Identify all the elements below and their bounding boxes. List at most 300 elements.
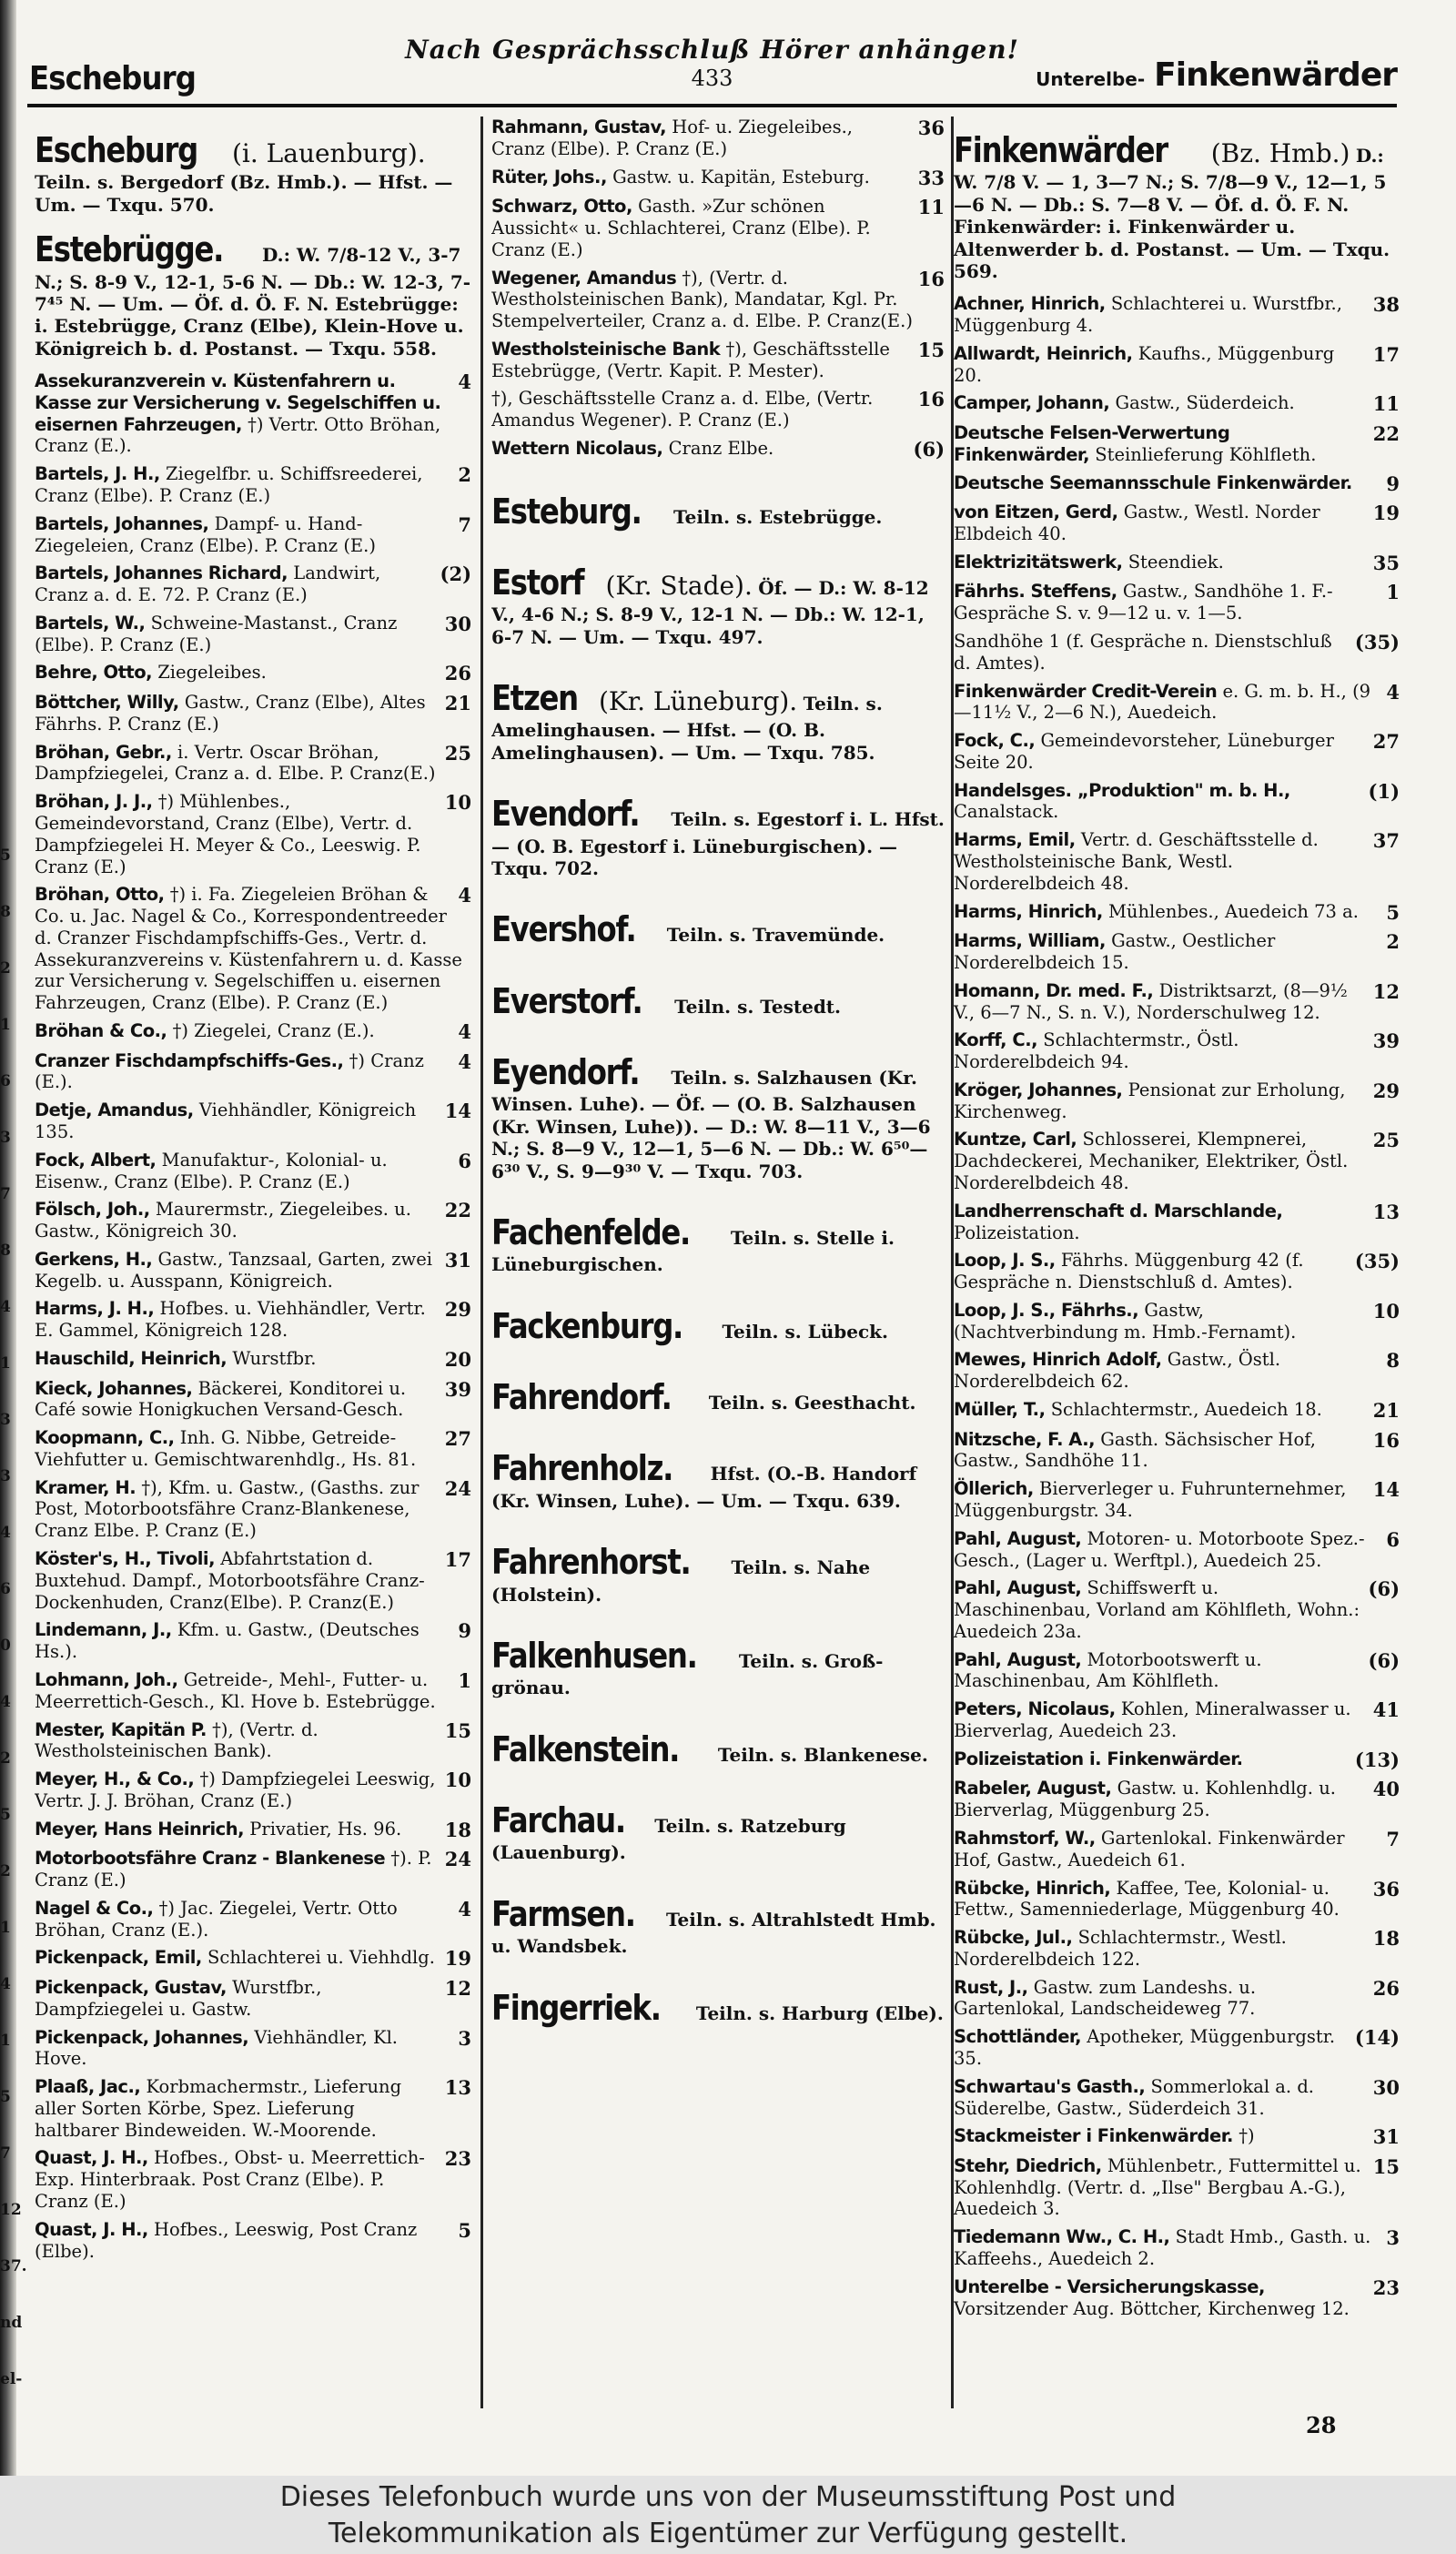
footer-line-2: Telekommunikation als Eigentümer zur Verfügung gestellt.	[328, 2518, 1128, 2549]
phone-number: 27	[1372, 730, 1400, 754]
phone-number: 2	[458, 463, 471, 487]
subscriber-name: Bartels, W.,	[35, 612, 146, 633]
subscriber-name: Schottländer,	[954, 2026, 1082, 2048]
entry-details: †) Vertr. Otto Bröhan, Cranz (E.).	[35, 413, 441, 457]
directory-entry	[35, 1298, 471, 1342]
phone-number: 39	[1372, 1029, 1400, 1053]
edge-mark: 4	[0, 1298, 11, 1316]
subscriber-name: Lindemann, J.,	[35, 1619, 172, 1641]
place-heading	[491, 1211, 945, 1276]
directory-entry	[35, 1769, 471, 1812]
subscriber-name: Wettern Nicolaus,	[491, 437, 663, 459]
place-heading	[491, 562, 945, 648]
directory-entry	[35, 513, 471, 557]
entry-details: Schlachterei u. Wurstfbr., Müggenburg 4.	[954, 293, 1342, 337]
directory-entry	[35, 1819, 471, 1842]
edge-mark: 7	[0, 1185, 11, 1203]
directory-entry	[35, 463, 471, 507]
place-name: Farchau.	[491, 1800, 625, 1841]
phone-number: 25	[444, 741, 471, 765]
subscriber-name: Mewes, Hinrich Adolf,	[954, 1349, 1162, 1371]
place-heading	[491, 677, 945, 764]
entry-details: Gastw. u. Kohlenhdlg. u. Bierverlag, Müggenburg 25.	[954, 1778, 1336, 1821]
entry-details: Schlachtermstr., Östl. Norderelbdeich 94.	[954, 1029, 1239, 1073]
phone-number: 4	[1386, 680, 1400, 704]
subscriber-name: Fock, Albert,	[35, 1149, 157, 1171]
place-heading	[491, 793, 945, 879]
header-right-keyword	[1036, 56, 1397, 94]
subscriber-name: Unterelbe - Versicherungskasse,	[954, 2275, 1265, 2297]
subscriber-name: Pickenpack, Gustav,	[35, 1976, 227, 1998]
entry-details: Ziegeleibes.	[157, 662, 267, 684]
place-details: Hfst. (O.-B. Handorf (Kr. Winsen, Luhe). — Um. — Txqu. 639.	[491, 1463, 917, 1512]
header-left-keyword: Escheburg	[29, 60, 196, 97]
place-details: Teiln. s. Geesthacht.	[708, 1392, 916, 1414]
directory-entry	[491, 388, 945, 431]
place-details: Teiln. s. Lübeck.	[722, 1320, 888, 1343]
page-number: 28	[1306, 2412, 1337, 2438]
entry-details: Inh. G. Nibbe, Getreide-Viehfutter u. Gemischtwarenhdlg., Hs. 81.	[35, 1427, 417, 1470]
entry-details: Schlachterei u. Viehhdlg.	[207, 1947, 435, 1969]
phone-number: 24	[444, 1848, 471, 1871]
phone-number: 4	[458, 1049, 471, 1073]
phone-number: 15	[1372, 2154, 1400, 2178]
subscriber-name: Rübcke, Hinrich,	[954, 1877, 1111, 1899]
phone-number: 8	[1386, 1349, 1400, 1373]
phone-number: 35	[1372, 551, 1400, 574]
directory-entry	[954, 829, 1400, 894]
entry-details: Schlachtermstr., Westl. Norderelbdeich 122.	[954, 1927, 1287, 1970]
edge-mark: nd	[0, 2314, 23, 2332]
entry-details: Gastw., Tanzsaal, Garten, zwei Kegelb. u. Ausspann, Königreich.	[35, 1248, 433, 1292]
directory-entry	[35, 1249, 471, 1292]
directory-entry	[35, 1947, 471, 1971]
edge-mark: 2	[0, 1749, 11, 1768]
place-qualifier: (Kr. Lüneburg).	[598, 686, 798, 717]
entry-details: Distriktsarzt, (8—9½ V., 6—7 N., S. n. V.), Norderschulweg 12.	[954, 979, 1348, 1023]
directory-entry	[954, 1748, 1400, 1772]
footer-line-1: Dieses Telefonbuch wurde uns von der Museumsstiftung Post und	[279, 2481, 1177, 2513]
edge-mark: 1	[0, 2032, 11, 2050]
subscriber-name: Rust, J.,	[954, 1976, 1028, 1998]
edge-mark: 2	[0, 959, 11, 978]
place-name: Etzen	[491, 678, 578, 719]
entry-details: Sommerlokal a. d. Süderelbe, Gastw., Süderdeich 31.	[954, 2075, 1314, 2119]
directory-entry	[35, 1477, 471, 1542]
subscriber-name: Schwarz, Otto,	[491, 196, 632, 218]
edge-mark: 3	[0, 1467, 11, 1485]
phone-number: 22	[444, 1199, 471, 1222]
phone-number: 17	[444, 1548, 471, 1572]
edge-mark: 8	[0, 903, 11, 921]
directory-entry	[491, 117, 945, 160]
column-divider	[480, 117, 483, 2408]
directory-entry	[491, 268, 945, 332]
subscriber-name: von Eitzen, Gerd,	[954, 502, 1118, 523]
subscriber-name: Wegener, Amandus	[491, 267, 677, 289]
phone-number: 16	[1372, 1428, 1400, 1452]
phone-number: (2)	[440, 562, 471, 586]
subscriber-name: Landherrenschaft d. Marschlande,	[954, 1200, 1283, 1221]
subscriber-name: Bröhan & Co.,	[35, 1019, 167, 1041]
directory-entry	[35, 2076, 471, 2141]
place-details: Teiln. s. Amelinghausen. — Hfst. — (O. B. Amelinghausen). — Um. — Txqu. 785.	[491, 693, 883, 764]
entry-details: Cranz Elbe.	[668, 437, 774, 459]
phone-number: 10	[1372, 1299, 1400, 1323]
subscriber-name: Handelsges. „Produktion" m. b. H.,	[954, 779, 1290, 801]
place-details: Teiln. s. Testedt.	[674, 995, 842, 1018]
subscriber-name: Hauschild, Heinrich,	[35, 1347, 228, 1369]
phone-number: 12	[1372, 979, 1400, 1003]
edge-mark: 5	[0, 2088, 11, 2106]
entry-details: Mühlenbes., Auedeich 73 a.	[1107, 900, 1359, 922]
entry-details: Pensionat zur Erholung, Kirchenweg.	[954, 1079, 1346, 1122]
subscriber-name: Rabeler, August,	[954, 1778, 1112, 1799]
phone-number: 33	[917, 166, 945, 189]
subscriber-name: Quast, J. H.,	[35, 2218, 148, 2240]
phone-number: 4	[458, 1019, 471, 1043]
subscriber-name: Bröhan, J. J.,	[35, 791, 153, 813]
place-details: Teiln. s. Nahe (Holstein).	[491, 1556, 871, 1606]
column-1	[35, 117, 471, 2408]
place-details: Öf. — D.: W. 8-12 V., 4-6 N.; S. 8-9 V., 12-1 N. — Db.: W. 12-1, 6-7 N. — Um. — Txqu. 497.	[491, 576, 929, 648]
phone-number: 39	[444, 1377, 471, 1401]
phone-number: (14)	[1354, 2026, 1400, 2050]
directory-entry	[954, 2026, 1400, 2070]
entry-details: Dampf- u. Hand-Ziegeleien, Cranz (Elbe). P. Cranz (E.)	[35, 512, 376, 556]
subscriber-name: Kramer, H.	[35, 1476, 136, 1498]
directory-entry	[954, 1778, 1400, 1821]
phone-number: 1	[1386, 581, 1400, 604]
phone-number: 11	[1372, 392, 1400, 416]
entry-details: Viehhändler, Kl. Hove.	[35, 2026, 399, 2070]
subscriber-name: Harms, J. H.,	[35, 1298, 155, 1320]
entry-details: Mühlenbetr., Futtermittel u. Kohlenhdlg. (Vertr. d. „Ilse" Bergbau A.-G.), Auedeich 3.	[954, 2154, 1361, 2220]
phone-number: 4	[458, 370, 471, 394]
entry-details: Sandhöhe 1 (f. Gespräche n. Dienstschluß d. Amtes).	[954, 630, 1332, 674]
directory-entry	[954, 1878, 1400, 1921]
directory-entry	[35, 662, 471, 685]
entry-details: Wurstfbr.	[232, 1347, 317, 1369]
entry-details: i. Vertr. Oscar Bröhan, Dampfziegelei, Cranz a. d. Elbe. P. Cranz(E.)	[35, 741, 436, 785]
phone-number: 31	[1372, 2125, 1400, 2149]
entry-details: Polizeistation.	[954, 1221, 1080, 1243]
subscriber-name: Nagel & Co.,	[35, 1897, 154, 1919]
directory-entry	[954, 780, 1400, 824]
place-heading	[491, 1376, 945, 1418]
subscriber-name: Stehr, Diedrich,	[954, 2154, 1102, 2176]
phone-number: 2	[1386, 930, 1400, 954]
edge-mark: 2	[0, 1862, 11, 1880]
directory-entry	[954, 1349, 1400, 1393]
subscriber-name: Finkenwärder Credit-Verein	[954, 680, 1218, 702]
entry-details: Gastw., Östl. Norderelbdeich 62.	[954, 1349, 1281, 1393]
subscriber-name: Bartels, J. H.,	[35, 463, 160, 485]
entry-details: Vorsitzender Aug. Böttcher, Kirchenweg 12.	[954, 2297, 1350, 2319]
directory-entry	[35, 1050, 471, 1094]
directory-entry	[954, 1698, 1400, 1742]
subscriber-name: Deutsche Felsen-Verwertung Finkenwärder,	[954, 422, 1230, 465]
phone-number: 1	[458, 1668, 471, 1692]
directory-entry	[35, 2027, 471, 2071]
directory-entry	[954, 2226, 1400, 2270]
subscriber-name: Camper, Johann,	[954, 392, 1110, 414]
edge-mark: 0	[0, 1637, 11, 1655]
edge-mark: 3	[0, 1411, 11, 1429]
place-name: Evershof.	[491, 909, 636, 950]
phone-number: (13)	[1354, 1748, 1400, 1771]
place-name: Falkenstein.	[491, 1728, 680, 1769]
phone-number: 9	[1386, 471, 1400, 495]
place-name: Falkenhusen.	[491, 1635, 697, 1676]
directory-entry	[491, 438, 945, 461]
entry-details: †) Ziegelei, Cranz (E.).	[172, 1019, 375, 1041]
edge-mark: 5	[0, 1806, 11, 1824]
directory-entry	[35, 613, 471, 656]
phone-number: 4	[458, 1897, 471, 1921]
place-heading	[491, 1893, 945, 1958]
entry-details: Kaffee, Tee, Kolonial- u. Fettw., Samenniederlage, Müggenburg 40.	[954, 1877, 1340, 1921]
directory-entry	[954, 293, 1400, 337]
entry-details: Bäckerei, Konditorei u. Café sowie Honigkuchen Versand-Gesch.	[35, 1377, 407, 1421]
place-heading	[491, 980, 945, 1022]
place-details: Teiln. s. Ratzeburg (Lauenburg).	[491, 1815, 846, 1864]
directory-entry	[954, 1577, 1400, 1642]
entry-details: †) Mühlenbes., Gemeindevorstand, Cranz (Elbe), Vertr. d. Dampfziegelei H. Meyer & Co., Leeswig. P. Cranz (E.)	[35, 791, 421, 877]
place-details: Teiln. s. Estebrügge.	[673, 505, 883, 528]
directory-entry	[35, 791, 471, 877]
entry-details: Gastw., Westl. Norder Elbdeich 40.	[954, 502, 1320, 544]
directory-entry	[35, 1719, 471, 1763]
phone-number: 15	[917, 338, 945, 361]
subscriber-name: Polizeistation i. Finkenwärder.	[954, 1748, 1243, 1769]
place-details: Teiln. s. Stelle i. Lüneburgischen.	[491, 1227, 895, 1276]
edge-mark: 6	[0, 1580, 11, 1598]
phone-number: (35)	[1354, 1250, 1400, 1273]
subscriber-name: Pahl, August,	[954, 1577, 1082, 1599]
phone-number: 13	[1372, 1200, 1400, 1223]
phone-number: (6)	[1368, 1648, 1400, 1672]
entry-details: †) Cranz (E.).	[35, 1049, 424, 1093]
entry-details: Kfm. u. Gastw., (Deutsches Hs.).	[35, 1619, 420, 1663]
subscriber-name: Koopmann, C.,	[35, 1427, 175, 1449]
entry-details: †) i. Fa. Ziegeleien Bröhan & Co. u. Jac. Nagel & Co., Korrespondentreeder d. Cranzer Fischdampfschiffs-Ges., Vertr. d. Assekuranzvereins v. Küstenfahrern u. d. Kasse zur Versicherung v. Segelschiffen u. eisernen Fahrzeugen, Cranz (Elbe). P. Cranz (E.)	[35, 884, 462, 1014]
phone-number: 16	[917, 267, 945, 290]
entry-details: Bierverleger u. Fuhrunternehmer, Müggenburgstr. 34.	[954, 1478, 1347, 1521]
subscriber-name: Plaaß, Jac.,	[35, 2076, 141, 2098]
subscriber-name: Schwartau's Gasth.,	[954, 2075, 1146, 2097]
directory-entry	[491, 196, 945, 260]
entry-details: Gastw., Süderdeich.	[1115, 392, 1295, 414]
subscriber-name: Kieck, Johannes,	[35, 1377, 193, 1399]
subscriber-name: Pahl, August,	[954, 1648, 1082, 1670]
phone-number: (6)	[1368, 1577, 1400, 1601]
entry-details: †), (Vertr. d. Westholsteinischen Bank).	[35, 1718, 318, 1762]
edge-mark: 1	[0, 1354, 11, 1373]
directory-entry	[954, 2276, 1400, 2320]
place-details: Teiln. s. Egestorf i. L. Hfst. — (O. B. Egestorf i. Lüneburgischen). — Txqu. 702.	[491, 808, 945, 879]
place-qualifier: (Kr. Stade).	[605, 570, 753, 601]
phone-number: 6	[1386, 1527, 1400, 1551]
phone-number: 40	[1372, 1778, 1400, 1801]
header-right-sub: Unterelbe-	[1036, 68, 1146, 90]
entry-details: Gastw, (Nachtverbindung m. Hmb.-Fernamt).	[954, 1299, 1297, 1343]
entry-details: Getreide-, Mehl-, Futter- u. Meerrettich-Gesch., Kl. Hove b. Estebrügge.	[35, 1668, 436, 1712]
edge-mark: 4	[0, 1693, 11, 1711]
directory-entry	[35, 742, 471, 785]
directory-entry	[954, 980, 1400, 1024]
edge-mark: 37.	[0, 2257, 27, 2275]
phone-number: 19	[1372, 502, 1400, 525]
directory-entry	[35, 1898, 471, 1941]
entry-details: Hofbes., Leeswig, Post Cranz (Elbe).	[35, 2218, 418, 2262]
phone-number: 19	[444, 1947, 471, 1971]
entry-details: Fährhs. Müggenburg 42 (f. Gespräche n. Dienstschluß d. Amtes).	[954, 1250, 1304, 1293]
directory-entry	[954, 1129, 1400, 1193]
phone-number: (6)	[913, 437, 945, 461]
subscriber-name: Öllerich,	[954, 1478, 1034, 1500]
phone-number: 36	[917, 117, 945, 139]
phone-number: 26	[1372, 1976, 1400, 2000]
place-details: D.: W. 7/8 V. — 1, 3—7 N.; S. 7/8—9 V., 12—1, 5—6 N. — Db.: S. 7—8 V. — Öf. d. Ö. F. N. Finkenwärder: i. Finkenwärder u. Altenwerder b. d. Postanst. — Um. — Txqu. 569.	[954, 145, 1390, 282]
directory-entry	[35, 1977, 471, 2021]
entry-details: Kaufhs., Müggenburg 20.	[954, 342, 1335, 386]
subscriber-name: Nitzsche, F. A.,	[954, 1428, 1096, 1450]
phone-number: 23	[444, 2147, 471, 2171]
edge-mark: 8	[0, 1242, 11, 1260]
directory-entry	[35, 2219, 471, 2263]
subscriber-name: Behre, Otto,	[35, 662, 153, 684]
subscriber-name: Rahmann, Gustav,	[491, 117, 666, 137]
subscriber-name: Tiedemann Ww., C. H.,	[954, 2226, 1170, 2248]
phone-number: (35)	[1354, 630, 1400, 654]
directory-entry	[954, 1649, 1400, 1693]
header-tagline: Nach Gesprächsschluß Hörer anhängen!	[405, 35, 1019, 65]
subscriber-name: Loop, J. S., Fährhs.,	[954, 1299, 1139, 1321]
page-header	[27, 25, 1397, 103]
phone-number: 25	[1372, 1129, 1400, 1152]
directory-entry	[35, 884, 471, 1014]
entry-details: Landwirt, Cranz a. d. E. 72. P. Cranz (E.)	[35, 562, 381, 606]
directory-entry	[954, 1029, 1400, 1073]
phone-number: 7	[1386, 1827, 1400, 1850]
subscriber-name: Quast, J. H.,	[35, 2147, 148, 2169]
directory-entry	[35, 562, 471, 606]
entry-details: Schweine-Mastanst., Cranz (Elbe). P. Cranz (E.)	[35, 612, 398, 655]
entry-details: Gasth. »Zur schönen Aussicht« u. Schlachterei, Cranz (Elbe). P. Cranz (E.)	[491, 196, 871, 260]
phone-number: 38	[1372, 293, 1400, 317]
entry-details: Kohlen, Mineralwasser u. Bierverlag, Auedeich 23.	[954, 1698, 1351, 1741]
subscriber-name: Rahmstorf, W.,	[954, 1827, 1096, 1849]
directory-entry	[35, 692, 471, 735]
header-page-number: 433	[691, 66, 733, 91]
phone-number: 21	[1372, 1399, 1400, 1422]
subscriber-name: Loop, J. S.,	[954, 1250, 1056, 1272]
entry-details: Maurermstr., Ziegeleibes. u. Gastw., Königreich 30.	[35, 1199, 411, 1242]
subscriber-name: Motorbootsfähre Cranz - Blankenese	[35, 1848, 386, 1870]
phone-number: 3	[458, 2026, 471, 2050]
subscriber-name: Pahl, August,	[954, 1527, 1082, 1549]
entry-details: Motoren- u. Motorboote Spez.-Gesch., (Lager u. Werftpl.), Auedeich 25.	[954, 1527, 1365, 1571]
place-qualifier: (i. Lauenburg).	[231, 138, 426, 168]
entry-details: Canalstack.	[954, 801, 1059, 823]
subscriber-name: Bartels, Johannes,	[35, 512, 209, 534]
entry-details: Schiffswerft u. Maschinenbau, Vorland am Köhlfleth, Wohn.: Auedeich 23a.	[954, 1577, 1360, 1642]
entry-details: Viehhändler, Königreich 135.	[35, 1100, 417, 1142]
place-name: Esteburg.	[491, 491, 642, 532]
entry-details: Motorbootswerft u. Maschinenbau, Am Köhlfleth.	[954, 1648, 1262, 1692]
column-2	[491, 117, 945, 2408]
directory-entry	[35, 1378, 471, 1422]
entry-details: Manufaktur-, Kolonial- u. Eisenw., Cranz (Elbe). P. Cranz (E.)	[35, 1149, 388, 1192]
directory-entry	[491, 339, 945, 382]
entry-details: †), Kfm. u. Gastw., (Gasths. zur Post, Motorbootsfähre Cranz-Blankenese, Cranz Elbe. P. Cranz (E.)	[35, 1476, 420, 1542]
directory-entry	[35, 1619, 471, 1663]
entry-details: Abfahrtstation d. Buxtehud. Dampf., Motorbootsfähre Cranz-Dockenhuden, Cranz(Elbe). P. Cranz(E.)	[35, 1548, 425, 1613]
place-details: Teiln. s. Travemünde.	[666, 924, 885, 947]
directory-entry	[954, 1201, 1400, 1244]
phone-number: 36	[1372, 1877, 1400, 1900]
directory-entry	[954, 422, 1400, 466]
directory-entry	[954, 343, 1400, 387]
place-name: Fachenfelde.	[491, 1212, 691, 1253]
subscriber-name: Peters, Nicolaus,	[954, 1698, 1116, 1720]
phone-number: 29	[1372, 1079, 1400, 1102]
entry-details: Hofbes. u. Viehhändler, Vertr. E. Gammel, Königreich 128.	[35, 1298, 426, 1342]
place-name: Farmsen.	[491, 1893, 635, 1934]
entry-details: Steinlieferung Köhlfleth.	[1095, 443, 1317, 465]
place-name: Finkenwärder	[954, 130, 1168, 170]
subscriber-name: Pickenpack, Johannes,	[35, 2026, 249, 2048]
directory-entry	[954, 631, 1400, 674]
directory-entry	[954, 1528, 1400, 1572]
directory-entry	[35, 1427, 471, 1471]
phone-number: 26	[444, 662, 471, 685]
subscriber-name: Elektrizitätswerk,	[954, 551, 1123, 573]
subscriber-name: Harms, William,	[954, 930, 1106, 952]
subscriber-name: Lohmann, Joh.,	[35, 1668, 178, 1690]
place-details: Teiln. s. Blankenese.	[717, 1743, 928, 1766]
phone-number: 13	[444, 2076, 471, 2100]
subscriber-name: Rübcke, Jul.,	[954, 1927, 1073, 1949]
phone-number: 10	[444, 1769, 471, 1792]
phone-number: 41	[1372, 1698, 1400, 1722]
place-name: Fingerriek.	[491, 1987, 661, 2028]
phone-number: 3	[1386, 2226, 1400, 2250]
directory-entry	[491, 167, 945, 190]
subscriber-name: Bröhan, Gebr.,	[35, 741, 172, 763]
subscriber-name: Stackmeister i Finkenwärder.	[954, 2125, 1233, 2147]
directory-entry	[35, 1199, 471, 1242]
entry-details: Gastw. zum Landeshs. u. Gartenlokal, Landscheideweg 77.	[954, 1976, 1257, 2020]
entry-details: Hofbes., Obst- u. Meerrettich-Exp. Hinterbraak. Post Cranz (Elbe). P. Cranz (E.)	[35, 2147, 425, 2213]
edge-mark: 5	[0, 846, 11, 865]
place-qualifier: (Bz. Hmb.)	[1210, 138, 1350, 168]
entry-details: †), Geschäftsstelle Cranz a. d. Elbe, (Vertr. Amandus Wegener). P. Cranz (E.)	[491, 388, 874, 431]
place-heading	[491, 1987, 945, 2029]
subscriber-name: Müller, T.,	[954, 1399, 1046, 1420]
phone-number: 18	[444, 1818, 471, 1841]
subscriber-name: Deutsche Seemannsschule Finkenwärder.	[954, 471, 1352, 493]
phone-number: 14	[1372, 1478, 1400, 1502]
edge-mark: 4	[0, 1975, 11, 1993]
subscriber-name: Detje, Amandus,	[35, 1100, 194, 1121]
edge-mark: el-	[0, 2370, 23, 2388]
phone-number: 22	[1372, 422, 1400, 446]
place-details: D.: W. 7/8-12 V., 3-7 N.; S. 8-9 V., 12-1, 5-6 N. — Db.: W. 12-3, 7-7⁴⁵ N. — Um. — Öf. d. Ö. F. N. Estebrügge: i. Estebrügge, Cranz (Elbe), Klein-Hove u. Königreich b. d. Postanst. — Txqu. 558.	[35, 244, 471, 360]
subscriber-name: Mester, Kapitän P.	[35, 1718, 207, 1740]
directory-entry	[954, 930, 1400, 974]
